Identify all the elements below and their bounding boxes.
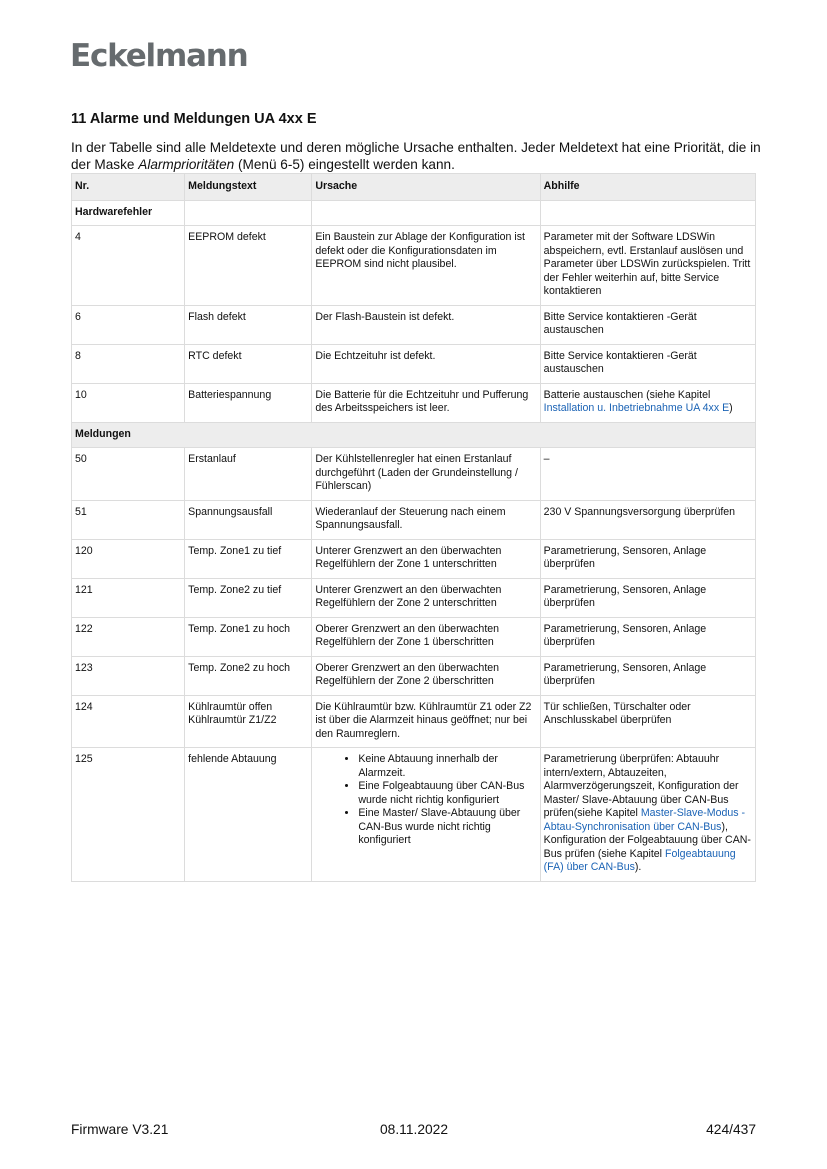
alarm-remedy: Bitte Service kontaktieren -Gerät austauschen xyxy=(540,344,755,383)
alarm-remedy: Parametrierung, Sensoren, Anlage überprüfen xyxy=(540,539,755,578)
table-row xyxy=(72,617,756,656)
table-row xyxy=(72,226,756,306)
alarm-remedy: – xyxy=(540,448,755,501)
table-row xyxy=(72,500,756,539)
cause-list xyxy=(315,753,536,848)
alarm-text: Temp. Zone2 zu hoch xyxy=(185,656,312,695)
alarm-cause: Oberer Grenzwert an den überwachten Regelfühlern der Zone 2 überschritten xyxy=(312,656,540,695)
section-label: Hardwarefehler xyxy=(72,200,185,226)
alarm-remedy: 230 V Spannungsversorgung überprüfen xyxy=(540,500,755,539)
intro-text-2: (Menü 6-5) eingestellt werden kann. xyxy=(234,157,455,172)
alarm-cause: Wiederanlauf der Steuerung nach einem Spannungsausfall. xyxy=(312,500,540,539)
list-item: • Keine Abtauung innerhalb der Alarmzeit. xyxy=(358,753,536,780)
alarm-nr: 120 xyxy=(72,539,185,578)
header-cause: Ursache xyxy=(312,174,540,201)
list-item: • Eine Folgeabtauung über CAN-Bus wurde nicht richtig konfiguriert xyxy=(358,780,536,807)
table-row xyxy=(72,344,756,383)
alarm-cause: Unterer Grenzwert an den überwachten Regelfühlern der Zone 2 unterschritten xyxy=(312,578,540,617)
intro-italic: Alarmprioritäten xyxy=(138,157,235,172)
table-row xyxy=(72,578,756,617)
alarm-cause xyxy=(312,748,540,882)
alarm-text: Temp. Zone1 zu tief xyxy=(185,539,312,578)
alarm-text: Flash defekt xyxy=(185,305,312,344)
table-row xyxy=(72,448,756,501)
alarm-remedy: Parametrierung, Sensoren, Anlage überprüfen xyxy=(540,656,755,695)
alarm-cause: Der Kühlstellenregler hat einen Erstanlauf durchgeführt (Laden der Grundeinstellung / Fühlerscan) xyxy=(312,448,540,501)
alarm-nr: 124 xyxy=(72,695,185,748)
chapter-link-master-slave[interactable]: Master-Slave-Modus - Abtau-Synchronisation über CAN-Bus xyxy=(543,807,746,833)
table-header-row xyxy=(72,174,756,201)
eckelmann-logo: Eckelmann xyxy=(70,38,248,74)
table-row xyxy=(72,695,756,748)
alarm-remedy: Bitte Service kontaktieren -Gerät austauschen xyxy=(540,305,755,344)
section-row-messages xyxy=(72,422,756,448)
intro-paragraph xyxy=(71,139,761,173)
header-message-text: Meldungstext xyxy=(185,174,312,201)
alarm-cause: Der Flash-Baustein ist defekt. xyxy=(312,305,540,344)
table-row xyxy=(72,748,756,882)
alarm-cause: Ein Baustein zur Ablage der Konfiguration ist defekt oder die Konfigurationsdaten im EEPROM sind nicht plausibel. xyxy=(312,226,540,306)
list-item: • Eine Master/ Slave-Abtauung über CAN-Bus wurde nicht richtig konfiguriert xyxy=(358,807,536,848)
header-remedy: Abhilfe xyxy=(540,174,755,201)
footer-date: 08.11.2022 xyxy=(380,1122,449,1137)
alarm-nr: 6 xyxy=(72,305,185,344)
alarm-remedy: Batterie austauschen (siehe Kapitel Installation u. Inbetriebnahme UA 4xx E) xyxy=(540,383,755,422)
alarm-table xyxy=(71,173,756,882)
alarm-remedy: Parametrierung, Sensoren, Anlage überprüfen xyxy=(540,617,755,656)
alarm-cause: Oberer Grenzwert an den überwachten Regelfühlern der Zone 1 überschritten xyxy=(312,617,540,656)
alarm-remedy: Tür schließen, Türschalter oder Anschlusskabel überprüfen xyxy=(540,695,755,748)
alarm-text: Kühlraumtür offen Kühlraumtür Z1/Z2 xyxy=(185,695,312,748)
alarm-cause: Die Batterie für die Echtzeituhr und Pufferung des Arbeitsspeichers ist leer. xyxy=(312,383,540,422)
chapter-link-installation[interactable]: Installation u. Inbetriebnahme UA 4xx E xyxy=(543,402,730,414)
alarm-nr: 10 xyxy=(72,383,185,422)
alarm-text: fehlende Abtauung xyxy=(185,748,312,882)
chapter-link-folgeabtauung[interactable]: Folgeabtauung (FA) über CAN-Bus xyxy=(543,847,736,873)
alarm-text: RTC defekt xyxy=(185,344,312,383)
section-heading: 11 Alarme und Meldungen UA 4xx E xyxy=(71,111,317,127)
alarm-remedy: Parametrierung, Sensoren, Anlage überprüfen xyxy=(540,578,755,617)
alarm-cause: Die Kühlraumtür bzw. Kühlraumtür Z1 oder Z2 ist über die Alarmzeit hinaus geöffnet; nur bei den Raumreglern. xyxy=(312,695,540,748)
table-row xyxy=(72,539,756,578)
header-nr: Nr. xyxy=(72,174,185,201)
section-row-hardware xyxy=(72,200,756,226)
alarm-remedy: Parametrierung überprüfen: Abtauuhr intern/extern, Abtauzeiten, Alarmverzögerungszeit, Konfiguration der Master/ Slave-Abtauung über CAN-Bus prüfen(siehe Kapitel Master-Slave-Modus - Abtau-Synchronisation über CAN-Bus), Konfiguration der Folgeabtauung über CAN-Bus prüfen (siehe Kapitel Folgeabtauung (FA) über CAN-Bus). xyxy=(540,748,755,882)
alarm-nr: 8 xyxy=(72,344,185,383)
alarm-nr: 50 xyxy=(72,448,185,501)
alarm-nr: 125 xyxy=(72,748,185,882)
intro-text-1: In der Tabelle sind alle Meldetexte und deren mögliche Ursache enthalten. Jeder Meldetext hat eine Priorität, die in der Maske xyxy=(71,140,761,172)
alarm-cause: Unterer Grenzwert an den überwachten Regelfühlern der Zone 1 unterschritten xyxy=(312,539,540,578)
alarm-text: Temp. Zone1 zu hoch xyxy=(185,617,312,656)
alarm-text: Temp. Zone2 zu tief xyxy=(185,578,312,617)
alarm-remedy: Parameter mit der Software LDSWin abspeichern, evtl. Erstanlauf auslösen und Parameter über LDSWin zurückspielen. Tritt der Fehler weiterhin auf, bitte Service kontaktieren xyxy=(540,226,755,306)
footer-firmware: Firmware V3.21 xyxy=(71,1122,169,1137)
table-row xyxy=(72,305,756,344)
alarm-nr: 123 xyxy=(72,656,185,695)
alarm-text: Batteriespannung xyxy=(185,383,312,422)
section-label: Meldungen xyxy=(72,422,756,448)
alarm-text: Spannungsausfall xyxy=(185,500,312,539)
table-row xyxy=(72,383,756,422)
alarm-nr: 51 xyxy=(72,500,185,539)
alarm-nr: 4 xyxy=(72,226,185,306)
alarm-nr: 122 xyxy=(72,617,185,656)
alarm-text: Erstanlauf xyxy=(185,448,312,501)
footer-page-number: 424/437 xyxy=(706,1122,756,1137)
alarm-cause: Die Echtzeituhr ist defekt. xyxy=(312,344,540,383)
table-row xyxy=(72,656,756,695)
alarm-nr: 121 xyxy=(72,578,185,617)
alarm-text: EEPROM defekt xyxy=(185,226,312,306)
